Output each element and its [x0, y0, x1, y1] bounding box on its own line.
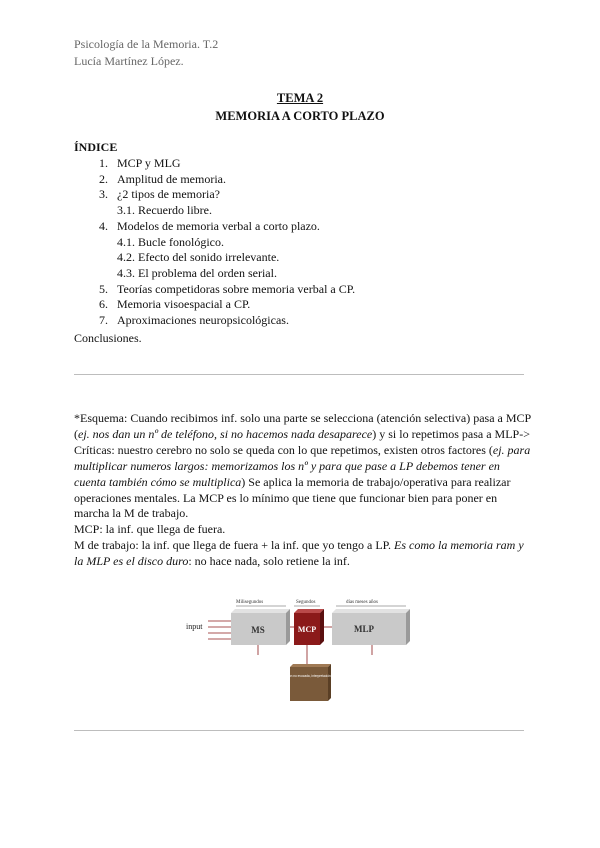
mcp-box-top [294, 609, 324, 613]
mlp-duration-label: días meses años [346, 600, 378, 605]
toc-item: 3. ¿2 tipos de memoria? [99, 187, 220, 202]
lost-box-side [328, 664, 331, 701]
toc-subitem: 4.3. El problema del orden serial. [117, 265, 277, 280]
mcp-duration-label: Segundos [296, 600, 316, 605]
document-header [74, 36, 218, 70]
toc-item: 4. Modelos de memoria verbal a corto plazo. [99, 218, 320, 233]
mcp-box-side [320, 609, 324, 645]
lost-info-label: Información no evocada, interpretación perdida [275, 674, 343, 678]
toc-item: 2. Amplitud de memoria. [99, 171, 226, 186]
table-of-contents [74, 156, 355, 329]
lost-info-box [290, 667, 328, 701]
mlp-label: MLP [354, 624, 374, 634]
toc-item: 6. Memoria visoespacial a CP. [99, 297, 251, 312]
ms-box-top [231, 609, 290, 613]
ms-duration-label: Milisegundos [236, 600, 264, 605]
ms-box-side [286, 609, 290, 645]
index-heading: ÍNDICE [74, 140, 118, 154]
course-title: Psicología de la Memoria. T.2 [74, 37, 219, 51]
toc-subitem: 3.1. Recuerdo libre. [117, 203, 212, 218]
toc-item: 5. Teorías competidoras sobre memoria verbal a CP. [99, 281, 356, 296]
mlp-box-side [406, 609, 410, 645]
body-text [74, 411, 534, 570]
ms-label: MS [251, 625, 265, 635]
lost-box-top [290, 664, 331, 667]
toc-subitem: 4.2. Efecto del sonido irrelevante. [117, 250, 280, 265]
toc-item: 1. MCP y MLG [99, 156, 181, 170]
input-label: input [186, 622, 203, 631]
divider [74, 374, 524, 375]
toc-subitem: 4.1. Bucle fonológico. [117, 234, 224, 249]
paragraph-working-memory: M de trabajo: la inf. que llega de fuera + la inf. que yo tengo a LP. Es como la memoria ram y la MLP es el disco duro: no hace nada, solo retiene la inf. [74, 538, 524, 569]
conclusions-item: Conclusiones. [74, 331, 142, 345]
memory-model-diagram [186, 597, 416, 707]
mlp-box-top [332, 609, 410, 613]
tema-subtitle: MEMORIA A CORTO PLAZO [215, 109, 385, 123]
mcp-label: MCP [297, 625, 317, 634]
toc-item: 7. Aproximaciones neuropsicológicas. [99, 313, 289, 328]
tema-title: TEMA 2 [276, 91, 324, 105]
paragraph-mcp: MCP: la inf. que llega de fuera. [74, 522, 226, 537]
divider [74, 730, 524, 731]
paragraph-esquema: *Esquema: Cuando recibimos inf. solo una parte se selecciona (atención selectiva) pasa a MCP (ej. nos dan un nº de teléfono, si no hacemos nada desaparece) y si lo repetimos pasa a MLP-> Críticas: nuestro cerebro no solo se queda con lo que repetimos, existen otros factores (ej. para multiplicar numeros largos: memorizamos los nº y para que pase a LP debemos tener en cuenta también cómo se multiplica) Se aplica la memoria de trabajo/operativa para realizar operaciones mentales. La MCP es lo mínimo que tiene que funcionar bien para poner en marcha la M de trabajo. [74, 411, 531, 521]
author-name: Lucía Martínez López. [74, 54, 184, 68]
